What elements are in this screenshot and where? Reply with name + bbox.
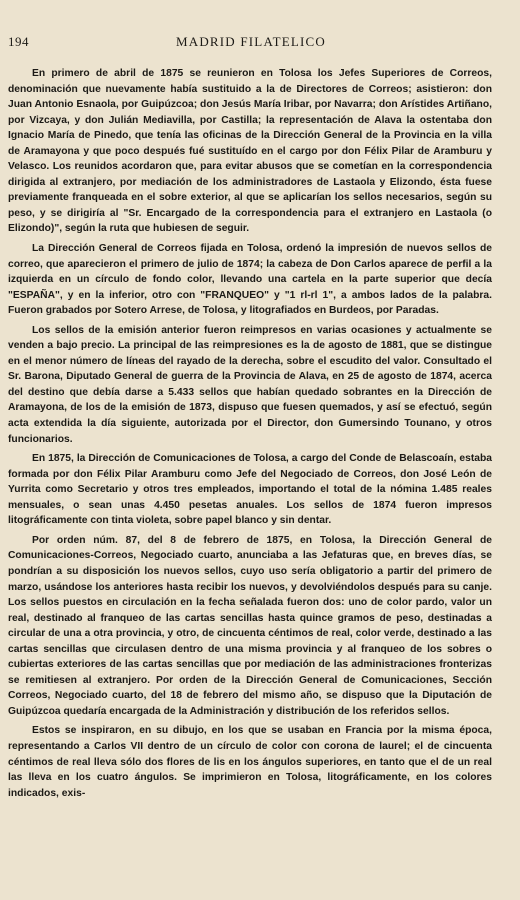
body-text bbox=[8, 66, 492, 805]
page-header bbox=[8, 34, 494, 54]
page-number: 194 bbox=[8, 34, 29, 49]
paragraph: Estos se inspiraron, en su dibujo, en los que se usaban en Francia por la misma época, representando a Carlos VII dentro de un círculo de color con corona de laurel; el de cincuenta céntimos de real lleva sólo dos flores de lis en los ángulos superiores, en tanto que el de un real las lleva en los cuatro ángulos. Se imprimieron en Tolosa, litográficamente, en los colores indicados, exis- bbox=[8, 725, 492, 799]
running-title: MADRID FILATELICO bbox=[175, 34, 327, 49]
paragraph: En 1875, la Dirección de Comunicaciones de Tolosa, a cargo del Conde de Belascoaín, estaba formada por don Félix Pilar Aramburu como Jefe del Negociado de Correos, don José León de Yurrita como Secretario y otros tres empleados, importando el total de la nómina 1.485 reales mensuales, o sean unas 4.450 pesetas anuales. Los sellos de 1874 fueron impresos litográficamente con tinta violeta, sobre papel blanco y sin dentar. bbox=[8, 453, 492, 527]
paragraph: Por orden núm. 87, del 8 de febrero de 1875, en Tolosa, la Dirección General de Comunicaciones-Correos, Negociado cuarto, anunciaba a las Jefaturas que, en breves días, se pondrían a su disposición los nuevos sellos, cuyo uso sería obligatorio a partir del primero de marzo, usándose los anteriores hasta recibir los nuevos, y devolviéndolos después para su canje. Los sellos puestos en circulación en la fecha señalada fueron dos: uno de color pardo, valor un real, destinado al franqueo de las cartas sencillas hasta quince gramos de peso, destinadas a circular de una a otra provincia, y otro, de cincuenta céntimos de real, color verde, destinado a las cartas sencillas que circulasen dentro de una misma provincia y al franqueo de los sobres o cubiertas exteriores de las cartas sencillas que por mediación de las administraciones fronterizas se remitiesen al extranjero. Por orden de la Dirección General de Comunicaciones, Sección Correos, Negociado cuarto, del 18 de febrero del mismo año, se dispuso que la Diputación de Guipúzcoa quedaría encargada de la Administración y distribución de los referidos sellos. bbox=[8, 534, 492, 717]
paragraph: La Dirección General de Correos fijada en Tolosa, ordenó la impresión de nuevos sellos de correo, que aparecieron el primero de julio de 1874; la cabeza de Don Carlos aparece de perfil a la izquierda en un círculo de fondo color, llevando una cartela en la parte superior que decía "ESPAÑA", y en la inferior, otro con "FRANQUEO" y "1 rl-rl 1", a ambos lados de la palabra. Fueron grabados por Sotero Arrese, de Tolosa, y litografiados en Burdeos, por Paradas. bbox=[8, 243, 492, 317]
paragraph: Los sellos de la emisión anterior fueron reimpresos en varias ocasiones y actualmente se venden a bajo precio. La principal de las reimpresiones es la de agosto de 1881, que se distingue en el menor número de líneas del rayado de la derecha, sobre el escudito del valor. Consultado el Sr. Barona, Diputado General de guerra de la Provincia de Alava, en 25 de agosto de 1874, acerca del destino que debía darse a 5.433 sellos que habían quedado sobrantes en la Dirección de Aramayona, de los de la emisión de 1873, dispuso que fuesen quemados, y así se efectuó, según acta extendida la día siguiente, autorizada por el Director, don Gumersindo Tounano, y otros funcionarios. bbox=[8, 324, 492, 445]
paragraph: En primero de abril de 1875 se reunieron en Tolosa los Jefes Superiores de Correos, denominación que nuevamente había sustituido a la de Directores de Correos; asistieron: don Juan Antonio Esnaola, por Guipúzcoa; don Jesús María Iribar, por Navarra; don Arístides Artiñano, por Vizcaya, y don Julián Mediavilla, por Castilla; la representación de Alava la ostentaba don Ignacio María de Pinedo, que tenía las oficinas de la Dirección General de la Provincia en la villa de Aramayona y que poco después fué sustituído en el cargo por don Félix Pilar de Aramburu y Velasco. Los reunidos acordaron que, para evitar abusos que se cometían en la correspondencia dirigida al extranjero, por mediación de los administradores de Lastaola y Elizondo, ésta fuese previamente franqueada en el sobre exterior, al que se aplicarían los sellos necesarios, según su peso, y se dirigiría al "Sr. Encargado de la correspondencia para el extranjero en Lastaola (o Elizondo)", según la ruta que hubiesen de seguir. bbox=[8, 68, 492, 235]
